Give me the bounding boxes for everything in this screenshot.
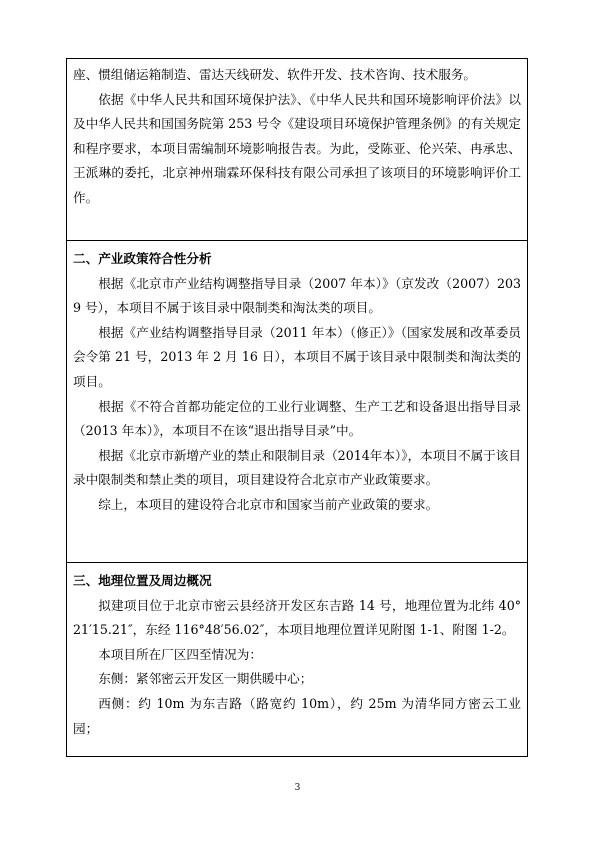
section-industry-policy [67, 240, 527, 562]
paragraph-surroundings-east: 东侧：紧邻密云开发区一期供暖中心； [98, 671, 313, 687]
paragraph-business-scope: 座、惯组储运箱制造、雷达天线研发、软件开发、技术咨询、技术服务。 [73, 67, 476, 82]
paragraph-location-coordinates: 拟建项目位于北京市密云县经济开发区东吉路 14 号，地理位置为北纬 40°21′15.21″，东经 116°48′56.02″，本项目地理位置详见附图 1-1、附图 1-2。 [73, 597, 521, 638]
paragraph-surroundings-west: 西侧：约 10m 为东吉路（路宽约 10m），约 25m 为清华同方密云工业园； [73, 695, 521, 736]
paragraph-policy-beijing-2014: 根据《北京市新增产业的禁止和限制目录（2014年本）》，本项目不属于该目录中限制类和禁止类的项目，项目建设符合北京市产业政策要求。 [73, 447, 521, 488]
section-project-intro [67, 59, 527, 240]
paragraph-surroundings-intro: 本项目所在厂区四至情况为： [98, 646, 262, 662]
section-location [67, 562, 527, 756]
paragraph-policy-beijing-2007: 根据《北京市产业结构调整指导目录（2007 年本）》（京发改（2007）2039 号），本项目不属于该目录中限制类和淘汰类的项目。 [73, 275, 521, 316]
section-heading-industry-policy: 二、产业政策符合性分析 [73, 251, 212, 266]
section-heading-location: 三、地理位置及周边概况 [73, 573, 212, 588]
paragraph-legal-basis: 依据《中华人民共和国环境保护法》、《中华人民共和国环境影响评价法》以及中华人民共和国国务院第 253 号令《建设项目环境保护管理条例》的有关规定和程序要求，本项目需编制环境影响报告表。为此，受陈亚、伦兴荣、冉承忠、王派琳的委托，北京神州瑞霖环保科技有限公司承担了该项目的环境影响评价工作。 [73, 91, 521, 205]
paragraph-policy-conclusion: 综上，本项目的建设符合北京市和国家当前产业政策的要求。 [98, 496, 439, 512]
paragraph-policy-national-2011: 根据《产业结构调整指导目录（2011 年本）（修正）》（国家发展和改革委员会令第 21 号，2013 年 2 月 16 日），本项目不属于该目录中限制类和淘汰类的项目。 [73, 324, 521, 389]
page-number: 3 [294, 783, 301, 793]
paragraph-policy-exit-2013: 根据《不符合首都功能定位的工业行业调整、生产工艺和设备退出指导目录（2013 年本）》，本项目不在该“退出指导目录”中。 [73, 398, 521, 439]
content-table [66, 58, 528, 757]
